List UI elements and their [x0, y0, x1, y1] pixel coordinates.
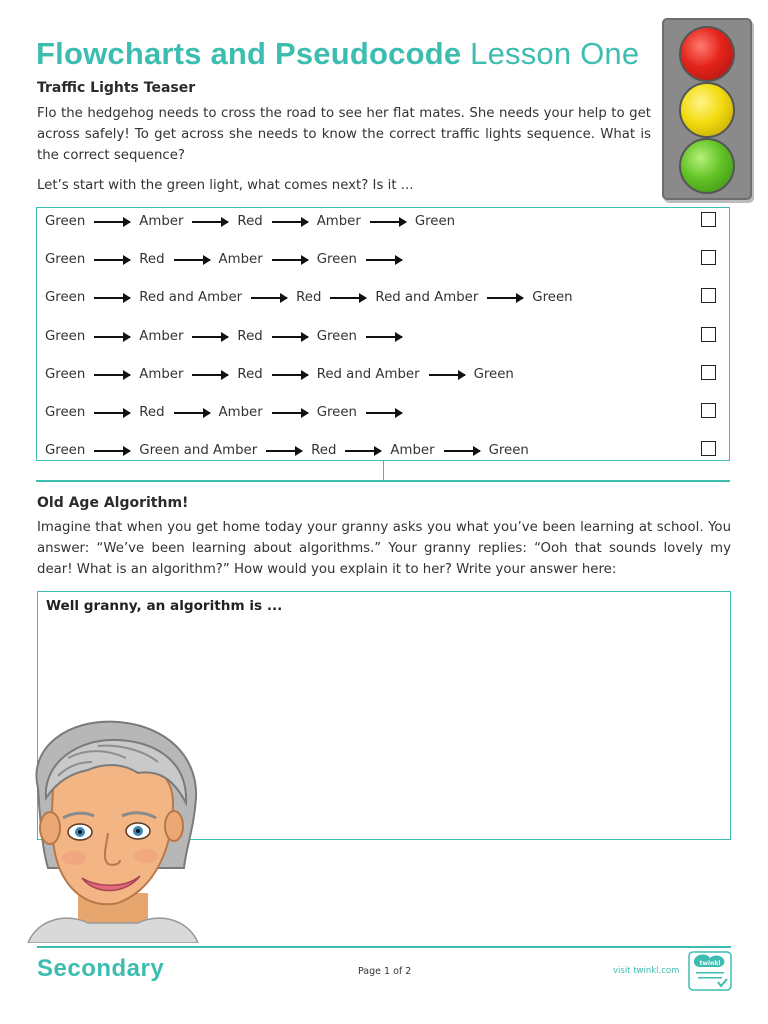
section-divider-tick: [383, 461, 384, 480]
arrow-right-icon: [272, 221, 308, 223]
answer-prompt: Well granny, an algorithm is ...: [46, 598, 283, 614]
arrow-right-icon: [345, 450, 381, 452]
sequence-step: Amber: [390, 442, 435, 458]
sequence-step: Green: [316, 328, 357, 344]
arrow-right-icon: [366, 412, 402, 414]
arrow-right-icon: [192, 336, 228, 338]
sequence-step: Red: [139, 404, 165, 420]
arrow-right-icon: [272, 259, 308, 261]
sequence-options: [36, 207, 730, 461]
sequence-step: Green: [45, 366, 86, 382]
sequence-step: Red and Amber: [139, 289, 243, 305]
sequence-step: Green: [473, 366, 514, 382]
section-divider: [36, 480, 730, 482]
footer-divider: [37, 946, 731, 948]
arrow-right-icon: [429, 374, 465, 376]
arrow-right-icon: [94, 374, 130, 376]
option-checkbox[interactable]: [701, 327, 716, 342]
footer-brand: Secondary: [37, 955, 165, 982]
arrow-right-icon: [192, 221, 228, 223]
arrow-right-icon: [94, 450, 130, 452]
sequence-step: Amber: [139, 328, 184, 344]
teaser-intro: Flo the hedgehog needs to cross the road to see her flat mates. She needs your help to get across safely! To get across she needs to know the correct traffic lights sequence. What is the correct sequence?: [37, 106, 651, 163]
amber-light-icon: [679, 82, 735, 138]
teaser-question: Let’s start with the green light, what comes next? Is it ...: [37, 178, 414, 193]
arrow-right-icon: [94, 412, 130, 414]
arrow-right-icon: [444, 450, 480, 452]
sequence-option-row: [45, 402, 411, 422]
sequence-option-row: [45, 326, 411, 346]
arrow-right-icon: [266, 450, 302, 452]
arrow-right-icon: [487, 297, 523, 299]
arrow-right-icon: [272, 336, 308, 338]
sequence-step: Green: [45, 404, 86, 420]
sequence-step: Green: [45, 328, 86, 344]
option-checkbox[interactable]: [701, 212, 716, 227]
arrow-right-icon: [366, 336, 402, 338]
arrow-right-icon: [94, 221, 130, 223]
badge-label: twinkl: [699, 960, 721, 967]
sequence-step: Green: [45, 442, 86, 458]
sequence-step: Green: [316, 404, 357, 420]
sequence-option-row: [45, 211, 455, 231]
arrow-right-icon: [94, 259, 130, 261]
option-checkbox[interactable]: [701, 365, 716, 380]
sequence-step: Green and Amber: [139, 442, 258, 458]
option-checkbox[interactable]: [701, 403, 716, 418]
sequence-option-row: [45, 249, 411, 269]
sequence-step: Amber: [218, 404, 263, 420]
sequence-step: Red and Amber: [375, 289, 479, 305]
teaser-heading: Traffic Lights Teaser: [37, 80, 196, 96]
sequence-step: Red: [237, 366, 263, 382]
title-sub: Lesson One: [470, 36, 640, 71]
arrow-right-icon: [366, 259, 402, 261]
page-title: [36, 36, 639, 72]
arrow-right-icon: [330, 297, 366, 299]
traffic-light-icon: [662, 18, 752, 200]
sequence-step: Red: [311, 442, 337, 458]
visit-link[interactable]: visit twinkl.com: [613, 966, 680, 976]
sequence-step: Green: [316, 251, 357, 267]
sequence-step: Red: [139, 251, 165, 267]
arrow-right-icon: [272, 412, 308, 414]
arrow-right-icon: [272, 374, 308, 376]
red-light-icon: [679, 26, 735, 82]
algorithm-body: Imagine that when you get home today your granny asks you what you’ve been learning at school. You answer: “We’ve been learning about algorithms.” Your granny replies: “Ooh that sounds lovely my dear! What is an algorithm?” How would you explain it to her? Write your answer here:: [37, 520, 731, 577]
option-checkbox[interactable]: [701, 250, 716, 265]
green-light-icon: [679, 138, 735, 194]
arrow-right-icon: [370, 221, 406, 223]
arrow-right-icon: [94, 297, 130, 299]
algorithm-heading: Old Age Algorithm!: [37, 495, 189, 511]
sequence-step: Red: [296, 289, 322, 305]
sequence-step: Red and Amber: [316, 366, 420, 382]
sequence-option-row: [45, 364, 514, 384]
title-main: Flowcharts and Pseudocode: [36, 36, 462, 71]
arrow-right-icon: [251, 297, 287, 299]
sequence-step: Green: [45, 213, 86, 229]
arrow-right-icon: [174, 412, 210, 414]
sequence-step: Amber: [139, 366, 184, 382]
option-checkbox[interactable]: [701, 288, 716, 303]
twinkl-badge-icon: [688, 951, 732, 991]
arrow-right-icon: [192, 374, 228, 376]
page-number: Page 1 of 2: [358, 966, 412, 977]
arrow-right-icon: [174, 259, 210, 261]
sequence-step: Green: [414, 213, 456, 229]
granny-illustration: [8, 718, 213, 943]
sequence-option-row: [45, 287, 573, 307]
sequence-step: Green: [45, 251, 86, 267]
sequence-step: Amber: [316, 213, 361, 229]
sequence-step: Green: [45, 289, 86, 305]
sequence-step: Red: [237, 328, 263, 344]
sequence-step: Green: [532, 289, 573, 305]
sequence-step: Amber: [218, 251, 263, 267]
arrow-right-icon: [94, 336, 130, 338]
sequence-step: Green: [488, 442, 529, 458]
option-checkbox[interactable]: [701, 441, 716, 456]
sequence-step: Amber: [139, 213, 184, 229]
sequence-option-row: [45, 440, 529, 460]
sequence-step: Red: [237, 213, 263, 229]
